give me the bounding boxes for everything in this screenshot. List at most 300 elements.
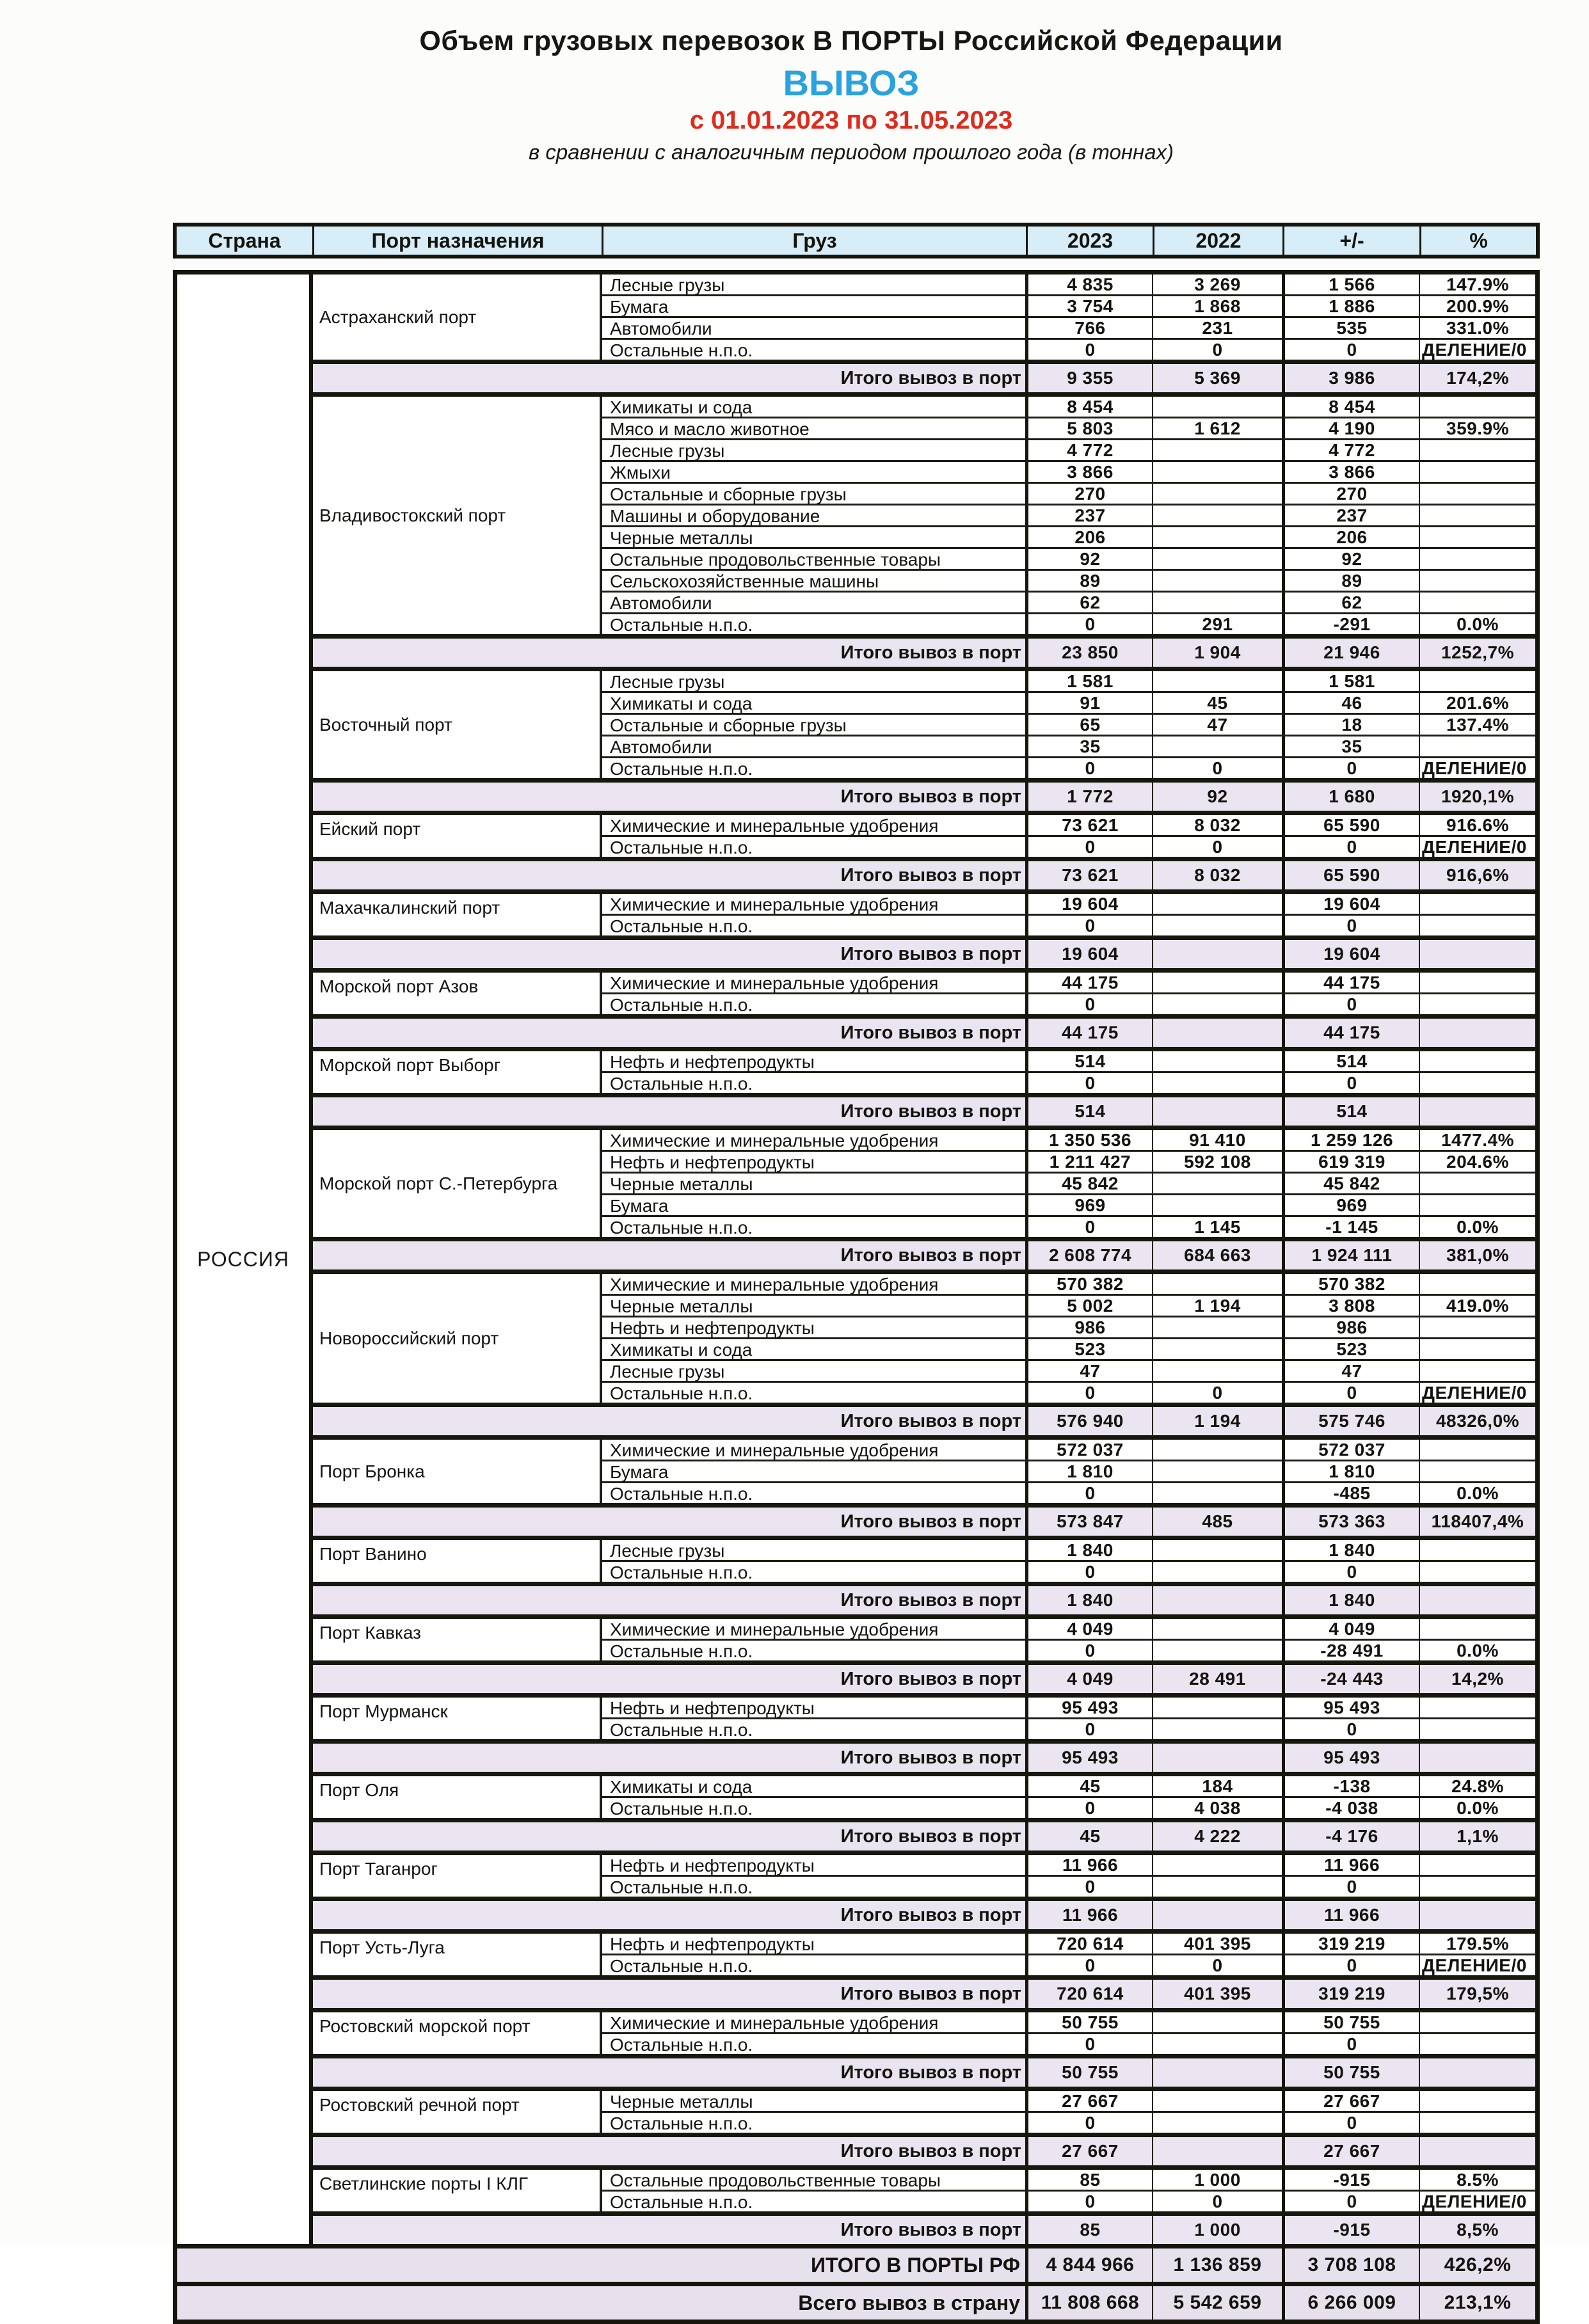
value-2022 bbox=[1152, 1641, 1282, 1660]
value-diff: 1 810 bbox=[1282, 1461, 1419, 1481]
value-2023: 11 966 bbox=[1025, 1901, 1152, 1929]
value-2023: 95 493 bbox=[1025, 1698, 1152, 1717]
value-2023: 5 002 bbox=[1025, 1296, 1152, 1316]
cargo-name: Мясо и масло животное bbox=[610, 418, 810, 439]
port-total-row bbox=[313, 940, 1535, 973]
cargo-name: Остальные н.п.о. bbox=[610, 1798, 753, 1819]
value-2023: 0 bbox=[1025, 916, 1152, 935]
value-2023: 4 844 966 bbox=[1025, 2248, 1152, 2282]
cargo-name: Остальные н.п.о. bbox=[610, 2034, 753, 2055]
value-percent: 174,2% bbox=[1419, 364, 1535, 392]
port-name-cell: Новороссийский порт bbox=[313, 1274, 602, 1403]
value-2023: 1 350 536 bbox=[1025, 1130, 1152, 1150]
port-total-label: Итого вывоз в порт bbox=[840, 367, 1021, 388]
cargo-row bbox=[602, 484, 1535, 505]
value-diff: -485 bbox=[1282, 1483, 1419, 1503]
value-2023: 0 bbox=[1025, 1383, 1152, 1403]
value-2023: 65 bbox=[1025, 715, 1152, 735]
cargo-name: Нефть и нефтепродукты bbox=[610, 1317, 815, 1338]
value-2023: 85 bbox=[1025, 2216, 1152, 2244]
value-percent: 916.6% bbox=[1419, 815, 1535, 835]
cargo-row bbox=[602, 2170, 1535, 2192]
value-2023: 720 614 bbox=[1025, 1934, 1152, 1954]
cargo-name: Химические и минеральные удобрения bbox=[610, 2012, 939, 2033]
value-2023: 1 840 bbox=[1025, 1586, 1152, 1614]
value-diff: 62 bbox=[1282, 593, 1419, 612]
value-percent: 201.6% bbox=[1419, 693, 1535, 713]
value-2022: 5 542 659 bbox=[1152, 2286, 1282, 2320]
cargo-row bbox=[602, 2113, 1535, 2133]
value-2022 bbox=[1152, 505, 1282, 525]
value-diff: 8 454 bbox=[1282, 397, 1419, 417]
port-total-row bbox=[313, 2137, 1535, 2170]
port-total-row bbox=[313, 2216, 1535, 2244]
value-percent bbox=[1419, 1619, 1535, 1639]
port-name-cell: Порт Усть-Луга bbox=[313, 1934, 602, 1975]
value-diff: 27 667 bbox=[1282, 2091, 1419, 2111]
cargo-row bbox=[602, 1776, 1535, 1798]
cargo-name: Остальные н.п.о. bbox=[610, 1217, 753, 1238]
cargo-name: Остальные н.п.о. bbox=[610, 1562, 753, 1582]
value-2022: 0 bbox=[1152, 1955, 1282, 1975]
port-total-row bbox=[313, 1407, 1535, 1440]
cargo-row bbox=[602, 736, 1535, 758]
cargo-row bbox=[602, 614, 1535, 634]
value-2022 bbox=[1152, 940, 1282, 968]
value-diff: 1 680 bbox=[1282, 783, 1419, 811]
value-2023: 95 493 bbox=[1025, 1744, 1152, 1772]
value-2022: 401 395 bbox=[1152, 1934, 1282, 1954]
value-diff: 514 bbox=[1282, 1097, 1419, 1126]
cargo-rows bbox=[602, 815, 1535, 857]
value-2023: 986 bbox=[1025, 1317, 1152, 1337]
cargo-rows bbox=[602, 1934, 1535, 1975]
cargo-row bbox=[602, 296, 1535, 318]
value-percent: 8,5% bbox=[1419, 2216, 1535, 2244]
value-2022 bbox=[1152, 994, 1282, 1014]
value-diff: 573 363 bbox=[1282, 1508, 1419, 1536]
value-2022 bbox=[1152, 1174, 1282, 1193]
value-2023: 47 bbox=[1025, 1361, 1152, 1381]
cargo-row bbox=[602, 1195, 1535, 1217]
value-2022 bbox=[1152, 1440, 1282, 1460]
port-block bbox=[313, 1051, 1535, 1097]
summary-label: ИТОГО В ПОРТЫ РФ bbox=[811, 2253, 1020, 2277]
value-2023: 4 772 bbox=[1025, 440, 1152, 460]
value-2022 bbox=[1152, 2034, 1282, 2054]
value-2023: 44 175 bbox=[1025, 973, 1152, 992]
value-diff: 319 219 bbox=[1282, 1980, 1419, 2008]
value-2023: 0 bbox=[1025, 1483, 1152, 1503]
header-diff: +/- bbox=[1282, 227, 1419, 255]
cargo-name: Нефть и нефтепродукты bbox=[610, 1934, 815, 1954]
value-2022: 1 145 bbox=[1152, 1217, 1282, 1237]
value-diff: 514 bbox=[1282, 1051, 1419, 1071]
value-diff: 619 319 bbox=[1282, 1152, 1419, 1172]
value-percent: 0.0% bbox=[1419, 614, 1535, 634]
cargo-name: Остальные н.п.о. bbox=[610, 1073, 753, 1094]
value-percent: ДЕЛЕНИЕ/0 bbox=[1419, 758, 1535, 778]
report-subtitle-vyvoz: ВЫВОЗ bbox=[783, 63, 920, 103]
value-diff: 47 bbox=[1282, 1361, 1419, 1381]
cargo-name: Автомобили bbox=[610, 736, 712, 757]
port-total-row bbox=[313, 1241, 1535, 1274]
report-title: Объем грузовых перевозок В ПОРТЫ Российской Федерации bbox=[419, 26, 1283, 56]
value-2022: 231 bbox=[1152, 318, 1282, 338]
value-percent: 1,1% bbox=[1419, 1822, 1535, 1850]
value-percent bbox=[1419, 940, 1535, 968]
value-percent: 24.8% bbox=[1419, 1776, 1535, 1796]
value-2022 bbox=[1152, 1317, 1282, 1337]
port-name-cell: Порт Бронка bbox=[313, 1440, 602, 1503]
cargo-row bbox=[602, 440, 1535, 462]
cargo-rows bbox=[602, 1540, 1535, 1582]
value-diff: 0 bbox=[1282, 758, 1419, 778]
value-percent bbox=[1419, 1339, 1535, 1359]
cargo-rows bbox=[602, 1051, 1535, 1093]
value-diff: 1 840 bbox=[1282, 1586, 1419, 1614]
value-2023: 1 211 427 bbox=[1025, 1152, 1152, 1172]
port-total-label: Итого вывоз в порт bbox=[840, 1589, 1021, 1611]
value-2022 bbox=[1152, 2012, 1282, 2032]
value-percent: ДЕЛЕНИЕ/0 bbox=[1419, 340, 1535, 360]
cargo-name: Жмыхи bbox=[610, 462, 671, 482]
value-percent bbox=[1419, 1073, 1535, 1093]
port-name-cell: Восточный порт bbox=[313, 671, 602, 778]
cargo-name: Сельскохозяйственные машины bbox=[610, 571, 879, 591]
cargo-name: Химические и минеральные удобрения bbox=[610, 973, 939, 993]
value-2022 bbox=[1152, 1073, 1282, 1093]
cargo-row bbox=[602, 1540, 1535, 1562]
value-diff: 46 bbox=[1282, 693, 1419, 713]
table-main-area bbox=[177, 275, 1535, 2244]
cargo-row bbox=[602, 894, 1535, 916]
cargo-row bbox=[602, 1073, 1535, 1093]
cargo-rows bbox=[602, 397, 1535, 634]
value-2022: 4 222 bbox=[1152, 1822, 1282, 1850]
cargo-row bbox=[602, 1296, 1535, 1317]
cargo-name: Остальные н.п.о. bbox=[610, 994, 753, 1015]
value-diff: -138 bbox=[1282, 1776, 1419, 1796]
value-percent: 1477.4% bbox=[1419, 1130, 1535, 1150]
value-2022: 0 bbox=[1152, 1383, 1282, 1403]
cargo-name: Остальные н.п.о. bbox=[610, 2192, 753, 2212]
header-body-gap bbox=[173, 259, 1540, 270]
country-cell: РОССИЯ bbox=[177, 275, 313, 2244]
value-2023: 0 bbox=[1025, 614, 1152, 634]
value-2023: 576 940 bbox=[1025, 1407, 1152, 1435]
value-diff: 206 bbox=[1282, 527, 1419, 547]
value-diff: 570 382 bbox=[1282, 1274, 1419, 1294]
value-diff: 575 746 bbox=[1282, 1407, 1419, 1435]
cargo-row bbox=[602, 1383, 1535, 1403]
cargo-row bbox=[602, 994, 1535, 1014]
cargo-name: Нефть и нефтепродукты bbox=[610, 1051, 815, 1072]
port-total-row bbox=[313, 1744, 1535, 1776]
cargo-rows bbox=[602, 894, 1535, 935]
value-percent: 137.4% bbox=[1419, 715, 1535, 735]
cargo-rows bbox=[602, 2012, 1535, 2054]
value-percent bbox=[1419, 505, 1535, 525]
value-percent bbox=[1419, 462, 1535, 482]
port-name-cell: Морской порт Азов bbox=[313, 973, 602, 1014]
port-name-cell: Ростовский морской порт bbox=[313, 2012, 602, 2054]
value-2022 bbox=[1152, 527, 1282, 547]
cargo-row bbox=[602, 1698, 1535, 1719]
value-diff: 50 755 bbox=[1282, 2058, 1419, 2087]
port-total-label: Итого вывоз в порт bbox=[840, 864, 1021, 886]
value-2022: 4 038 bbox=[1152, 1798, 1282, 1818]
value-2022: 1 904 bbox=[1152, 639, 1282, 667]
value-2022: 5 369 bbox=[1152, 364, 1282, 392]
cargo-name: Нефть и нефтепродукты bbox=[610, 1152, 815, 1172]
value-percent: ДЕЛЕНИЕ/0 bbox=[1419, 837, 1535, 857]
value-percent bbox=[1419, 916, 1535, 935]
port-name-cell: Махачкалинский порт bbox=[313, 894, 602, 935]
value-percent bbox=[1419, 2012, 1535, 2032]
value-percent bbox=[1419, 671, 1535, 691]
value-percent bbox=[1419, 2058, 1535, 2087]
value-percent bbox=[1419, 2091, 1535, 2111]
value-percent: 426,2% bbox=[1419, 2248, 1535, 2282]
cargo-row bbox=[602, 1051, 1535, 1073]
value-2023: 45 bbox=[1025, 1776, 1152, 1796]
value-percent bbox=[1419, 736, 1535, 756]
report-note: в сравнении с аналогичным периодом прошлого года (в тоннах) bbox=[528, 140, 1174, 164]
value-percent bbox=[1419, 1461, 1535, 1481]
value-2022: 92 bbox=[1152, 783, 1282, 811]
cargo-name: Бумага bbox=[610, 1461, 669, 1482]
cargo-name: Химикаты и сода bbox=[610, 397, 753, 417]
summary-rows bbox=[177, 2244, 1535, 2320]
value-percent: 1920,1% bbox=[1419, 783, 1535, 811]
cargo-name: Автомобили bbox=[610, 318, 712, 338]
value-percent bbox=[1419, 1097, 1535, 1126]
cargo-row bbox=[602, 815, 1535, 837]
port-total-row bbox=[313, 1019, 1535, 1051]
port-total-label: Итого вывоз в порт bbox=[840, 786, 1021, 807]
value-diff: 1 566 bbox=[1282, 275, 1419, 294]
cargo-rows bbox=[602, 1130, 1535, 1237]
value-diff: 0 bbox=[1282, 2113, 1419, 2133]
cargo-row bbox=[602, 505, 1535, 527]
value-percent bbox=[1419, 1174, 1535, 1193]
value-2022 bbox=[1152, 736, 1282, 756]
value-2022: 684 663 bbox=[1152, 1241, 1282, 1269]
port-block bbox=[313, 2170, 1535, 2216]
cargo-row bbox=[602, 1317, 1535, 1339]
value-diff: 0 bbox=[1282, 916, 1419, 935]
value-2023: 50 755 bbox=[1025, 2012, 1152, 2032]
value-diff: 237 bbox=[1282, 505, 1419, 525]
value-percent bbox=[1419, 397, 1535, 417]
port-total-label: Итого вывоз в порт bbox=[840, 2219, 1021, 2240]
value-percent: 179,5% bbox=[1419, 1980, 1535, 2008]
port-block bbox=[313, 1619, 1535, 1665]
cargo-name: Остальные н.п.о. bbox=[610, 1641, 753, 1661]
value-2023: 5 803 bbox=[1025, 418, 1152, 438]
cargo-row bbox=[602, 593, 1535, 614]
value-diff: 3 866 bbox=[1282, 462, 1419, 482]
value-percent: 179.5% bbox=[1419, 1934, 1535, 1954]
value-2023: 0 bbox=[1025, 1877, 1152, 1897]
value-2023: 570 382 bbox=[1025, 1274, 1152, 1294]
value-2023: 45 842 bbox=[1025, 1174, 1152, 1193]
table-header-row bbox=[173, 223, 1540, 259]
cargo-name: Остальные н.п.о. bbox=[610, 1877, 753, 1897]
cargo-name: Химикаты и сода bbox=[610, 1339, 753, 1360]
cargo-row bbox=[602, 275, 1535, 296]
cargo-name: Остальные н.п.о. bbox=[610, 614, 753, 635]
port-block bbox=[313, 2091, 1535, 2137]
port-total-row bbox=[313, 2058, 1535, 2091]
value-percent: 14,2% bbox=[1419, 1665, 1535, 1693]
summary-row bbox=[177, 2282, 1535, 2320]
report-period: с 01.01.2023 по 31.05.2023 bbox=[689, 106, 1013, 134]
value-2023: 766 bbox=[1025, 318, 1152, 338]
value-percent bbox=[1419, 571, 1535, 591]
value-percent bbox=[1419, 1744, 1535, 1772]
value-percent: 359.9% bbox=[1419, 418, 1535, 438]
value-2023: 0 bbox=[1025, 2113, 1152, 2133]
value-percent bbox=[1419, 2137, 1535, 2165]
value-percent bbox=[1419, 440, 1535, 460]
summary-label: Всего вывоз в страну bbox=[798, 2291, 1020, 2314]
value-percent: 0.0% bbox=[1419, 1641, 1535, 1660]
value-diff: 319 219 bbox=[1282, 1934, 1419, 1954]
value-diff: -1 145 bbox=[1282, 1217, 1419, 1237]
value-percent bbox=[1419, 2113, 1535, 2133]
value-diff: 50 755 bbox=[1282, 2012, 1419, 2032]
value-2023: 0 bbox=[1025, 1955, 1152, 1975]
cargo-row bbox=[602, 2012, 1535, 2034]
value-diff: 0 bbox=[1282, 1383, 1419, 1403]
value-percent bbox=[1419, 1440, 1535, 1460]
value-2022: 1 194 bbox=[1152, 1407, 1282, 1435]
value-2022 bbox=[1152, 1744, 1282, 1772]
value-2022 bbox=[1152, 1097, 1282, 1126]
value-2022: 291 bbox=[1152, 614, 1282, 634]
cargo-rows bbox=[602, 1274, 1535, 1403]
value-2022 bbox=[1152, 1877, 1282, 1897]
value-diff: 95 493 bbox=[1282, 1744, 1419, 1772]
value-percent bbox=[1419, 1317, 1535, 1337]
value-diff: 0 bbox=[1282, 1955, 1419, 1975]
cargo-name: Лесные грузы bbox=[610, 1540, 725, 1561]
value-2023: 89 bbox=[1025, 571, 1152, 591]
cargo-rows bbox=[602, 2170, 1535, 2211]
value-percent: 204.6% bbox=[1419, 1152, 1535, 1172]
value-2022 bbox=[1152, 1698, 1282, 1717]
cargo-name: Черные металлы bbox=[610, 1296, 753, 1316]
port-total-label: Итого вывоз в порт bbox=[840, 1983, 1021, 2004]
cargo-name: Остальные н.п.о. bbox=[610, 758, 753, 779]
cargo-rows bbox=[602, 2091, 1535, 2133]
value-2022 bbox=[1152, 440, 1282, 460]
value-2023: 8 454 bbox=[1025, 397, 1152, 417]
value-diff: 4 049 bbox=[1282, 1619, 1419, 1639]
value-diff: 1 840 bbox=[1282, 1540, 1419, 1560]
port-name-cell: Порт Ванино bbox=[313, 1540, 602, 1582]
value-diff: 0 bbox=[1282, 837, 1419, 857]
value-2023: 514 bbox=[1025, 1097, 1152, 1126]
port-name-cell: Порт Кавказ bbox=[313, 1619, 602, 1660]
value-diff: 0 bbox=[1282, 1562, 1419, 1582]
value-2023: 1 581 bbox=[1025, 671, 1152, 691]
value-2022 bbox=[1152, 1483, 1282, 1503]
value-diff: -915 bbox=[1282, 2170, 1419, 2190]
cargo-row bbox=[602, 1877, 1535, 1897]
value-diff: -28 491 bbox=[1282, 1641, 1419, 1660]
value-2023: 0 bbox=[1025, 837, 1152, 857]
value-diff: 89 bbox=[1282, 571, 1419, 591]
value-2022 bbox=[1152, 1619, 1282, 1639]
value-diff: 3 708 108 bbox=[1282, 2248, 1419, 2282]
cargo-row bbox=[602, 916, 1535, 935]
cargo-rows bbox=[602, 1619, 1535, 1660]
port-total-label: Итого вывоз в порт bbox=[840, 1826, 1021, 1847]
port-total-row bbox=[313, 1901, 1535, 1934]
cargo-name: Бумага bbox=[610, 296, 669, 317]
value-2023: 19 604 bbox=[1025, 940, 1152, 968]
value-diff: -4 176 bbox=[1282, 1822, 1419, 1850]
value-2023: 0 bbox=[1025, 340, 1152, 360]
value-2022: 28 491 bbox=[1152, 1665, 1282, 1693]
value-2022: 1 000 bbox=[1152, 2170, 1282, 2190]
value-percent bbox=[1419, 1698, 1535, 1717]
header-country: Страна bbox=[208, 228, 281, 252]
value-2022: 91 410 bbox=[1152, 1130, 1282, 1150]
cargo-name: Химические и минеральные удобрения bbox=[610, 815, 939, 836]
port-total-label: Итого вывоз в порт bbox=[840, 943, 1021, 964]
header-2023: 2023 bbox=[1026, 227, 1153, 255]
port-total-row bbox=[313, 1508, 1535, 1540]
value-2022 bbox=[1152, 571, 1282, 591]
cargo-name: Остальные продовольственные товары bbox=[610, 2170, 941, 2190]
value-2022 bbox=[1152, 1461, 1282, 1481]
value-2023: 1 772 bbox=[1025, 783, 1152, 811]
value-percent bbox=[1419, 1195, 1535, 1215]
value-2023: 45 bbox=[1025, 1822, 1152, 1850]
port-total-label: Итого вывоз в порт bbox=[840, 2140, 1021, 2161]
cargo-name: Черные металлы bbox=[610, 1174, 753, 1194]
value-diff: 11 966 bbox=[1282, 1855, 1419, 1875]
cargo-row bbox=[602, 671, 1535, 693]
port-block bbox=[313, 275, 1535, 364]
cargo-name: Остальные н.п.о. bbox=[610, 1719, 753, 1740]
value-2023: 4 049 bbox=[1025, 1619, 1152, 1639]
value-diff: 535 bbox=[1282, 318, 1419, 338]
cargo-name: Химические и минеральные удобрения bbox=[610, 894, 939, 914]
cargo-name: Лесные грузы bbox=[610, 1361, 725, 1381]
value-diff: 18 bbox=[1282, 715, 1419, 735]
value-2023: 4 835 bbox=[1025, 275, 1152, 294]
cargo-name: Химические и минеральные удобрения bbox=[610, 1274, 939, 1294]
value-percent bbox=[1419, 1361, 1535, 1381]
port-name-cell: Морской порт С.-Петербурга bbox=[313, 1130, 602, 1237]
value-diff: 21 946 bbox=[1282, 639, 1419, 667]
port-block bbox=[313, 2012, 1535, 2058]
value-2023: 0 bbox=[1025, 1719, 1152, 1739]
cargo-row bbox=[602, 693, 1535, 715]
value-diff: 44 175 bbox=[1282, 1019, 1419, 1047]
value-2023: 0 bbox=[1025, 994, 1152, 1014]
port-block bbox=[313, 815, 1535, 861]
port-block bbox=[313, 1130, 1535, 1241]
value-percent bbox=[1419, 1586, 1535, 1614]
port-block bbox=[313, 1776, 1535, 1822]
cargo-name: Машины и оборудование bbox=[610, 505, 820, 526]
